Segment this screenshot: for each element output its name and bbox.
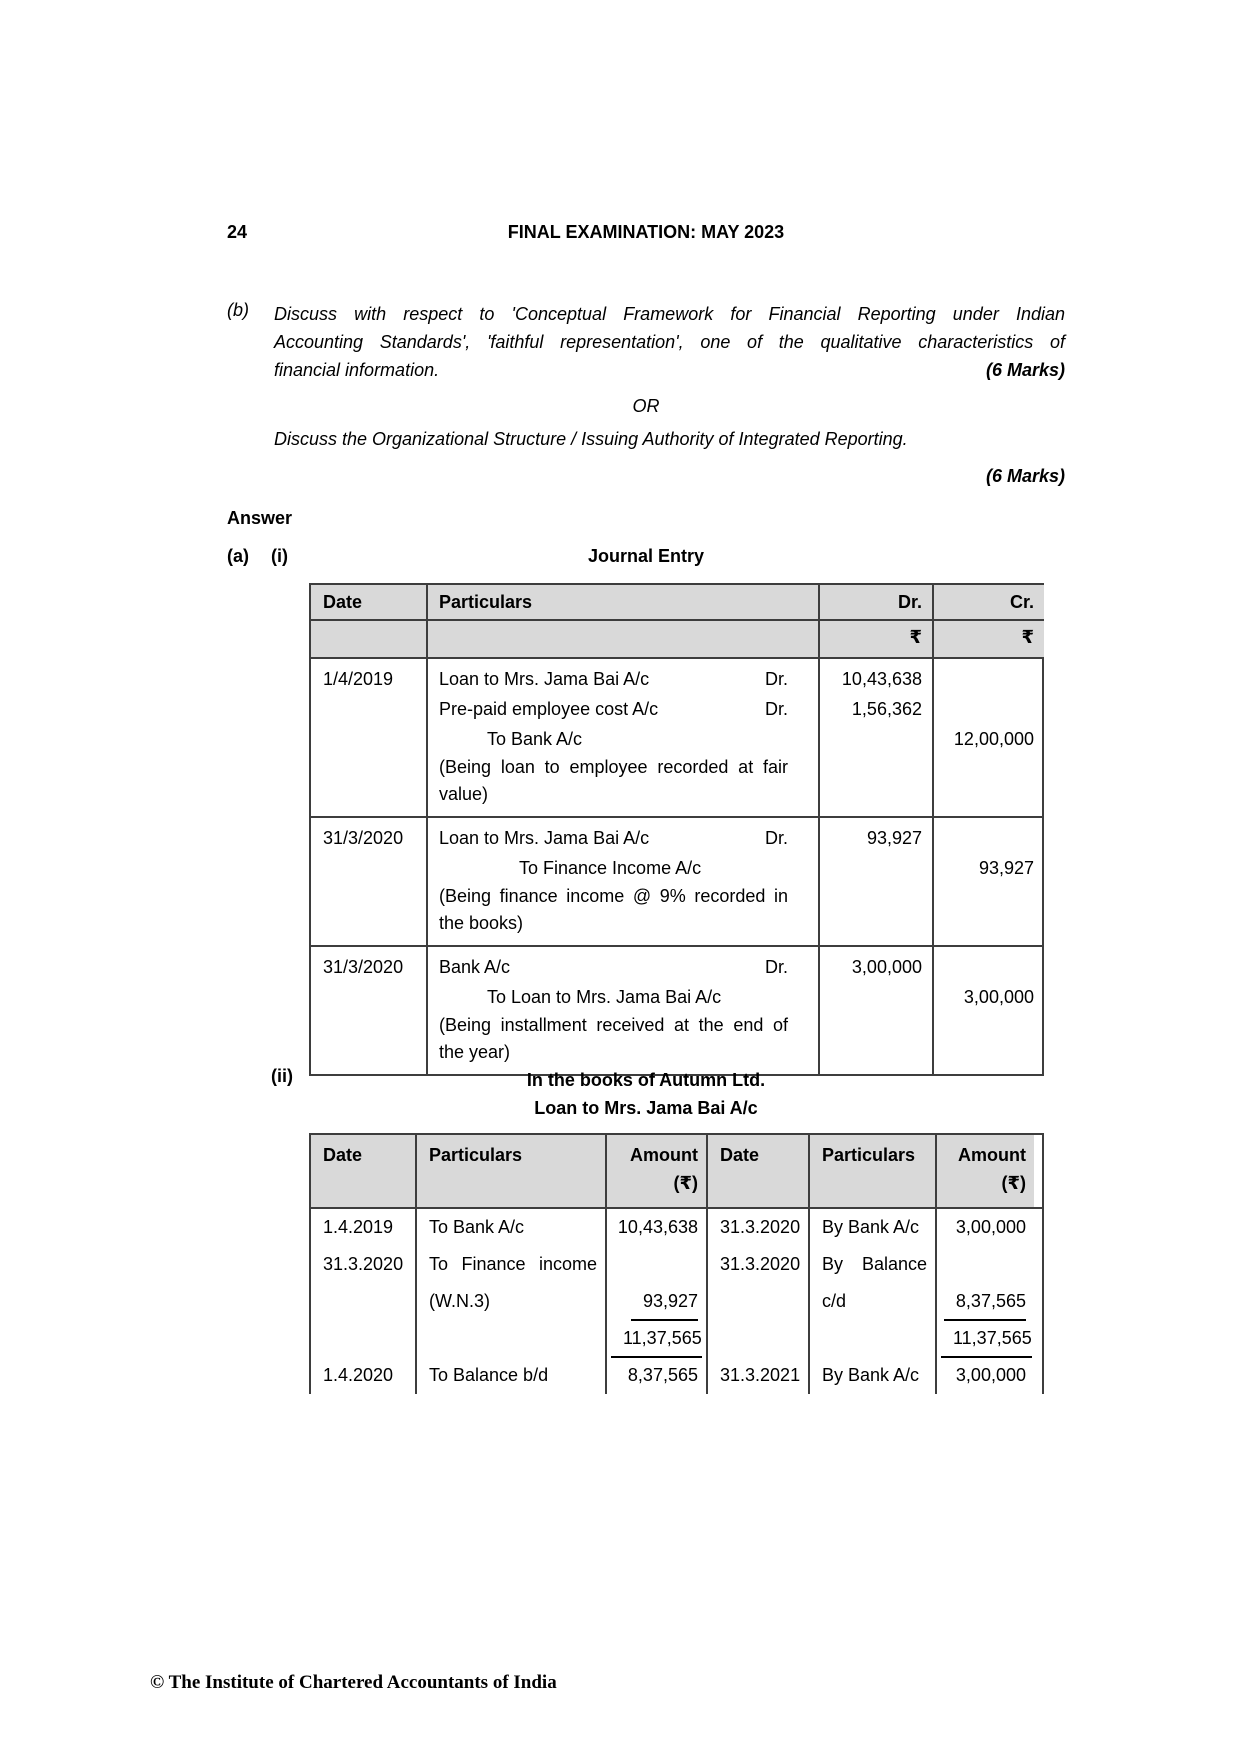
journal-account-name: Loan to Mrs. Jama Bai A/c — [439, 669, 650, 689]
ledger-header-unit: (₹) — [673, 1173, 698, 1193]
ledger-amount-line — [941, 1283, 1026, 1320]
ledger-particulars-cell — [415, 1246, 605, 1320]
ledger-header-row — [311, 1135, 1042, 1209]
journal-date-cell — [311, 947, 426, 1074]
ledger-amount-cell — [605, 1320, 706, 1357]
journal-cr-cell — [932, 947, 1044, 1074]
journal-dr-cell — [818, 818, 932, 945]
ledger-header-label: Particulars — [822, 1145, 916, 1165]
journal-particulars-cell — [426, 947, 818, 1074]
journal-currency-blank — [426, 621, 818, 657]
journal-date-cell — [311, 818, 426, 945]
question-b-label: (b) — [227, 300, 249, 320]
journal-to-line: To Finance Income A/c — [519, 858, 702, 878]
answer-part-a-row — [227, 546, 1065, 570]
journal-cr-cell — [932, 818, 1044, 945]
journal-date-value: 31/3/2020 — [323, 957, 404, 977]
journal-dr-amount — [824, 982, 922, 1012]
journal-row — [311, 816, 1042, 945]
ledger-row — [311, 1246, 1042, 1320]
ledger-headings — [227, 1066, 1065, 1122]
ledger-date-value: 31.3.2020 — [720, 1217, 801, 1237]
ledger-header-unit: (₹) — [1001, 1173, 1026, 1193]
ledger-particulars-cell — [415, 1320, 605, 1357]
ledger-amount-value: 93,927 — [631, 1285, 698, 1321]
journal-entry-table — [309, 583, 1044, 1076]
journal-narration: (Being loan to employee recorded at fair value) — [439, 757, 788, 804]
ledger-amount-line — [941, 1357, 1026, 1394]
ledger-date-cell — [311, 1209, 415, 1246]
journal-dr-amount: 3,00,000 — [851, 957, 922, 977]
journal-dr-amount: 10,43,638 — [841, 669, 922, 689]
ledger-date-cell — [311, 1246, 415, 1320]
ledger-amount-line — [611, 1246, 698, 1283]
journal-narration: (Being finance income @ 9% recorded in the books) — [439, 886, 788, 933]
ledger-date-value: 31.3.2021 — [720, 1365, 801, 1385]
journal-header-particulars: Particulars — [426, 585, 818, 619]
question-alt-text: Discuss the Organizational Structure / Issuing Authority of Integrated Reporting. — [274, 429, 908, 449]
part-ii-label: (ii) — [271, 1066, 293, 1086]
ledger-amount-value: 8,37,565 — [627, 1365, 698, 1385]
journal-account-name: Bank A/c — [439, 957, 511, 977]
journal-header-date: Date — [311, 585, 426, 619]
journal-dr-amount — [824, 724, 922, 754]
ledger-amount-cell — [605, 1246, 706, 1320]
journal-particulars-cell — [426, 818, 818, 945]
journal-dr-cell — [818, 947, 932, 1074]
journal-dr-label: Dr. — [764, 699, 788, 719]
journal-cr-amount: 12,00,000 — [953, 729, 1034, 749]
ledger-row — [311, 1209, 1042, 1246]
journal-to-line: To Loan to Mrs. Jama Bai A/c — [487, 987, 722, 1007]
ledger-amount-line — [941, 1320, 1032, 1357]
journal-currency-blank — [311, 621, 426, 657]
ledger-amount-value: 3,00,000 — [955, 1217, 1026, 1237]
page-header — [227, 222, 1065, 246]
books-heading: In the books of Autumn Ltd. — [526, 1070, 766, 1090]
ledger-header-label: Amount — [958, 1145, 1026, 1165]
journal-dr-label: Dr. — [764, 957, 788, 977]
ledger-particulars-cell — [808, 1320, 935, 1357]
journal-account-name: Loan to Mrs. Jama Bai A/c — [439, 828, 650, 848]
ledger-date-cell — [311, 1320, 415, 1357]
journal-cr-amount — [938, 664, 1034, 694]
ledger-amount-line — [611, 1320, 702, 1357]
journal-date-cell — [311, 659, 426, 816]
ledger-header-label: Date — [323, 1145, 363, 1165]
ledger-date-cell — [706, 1246, 808, 1320]
journal-currency-dr: ₹ — [818, 621, 932, 657]
ledger-header-date — [311, 1135, 415, 1207]
journal-entry-line — [439, 664, 788, 694]
journal-dr-amount: 1,56,362 — [851, 699, 922, 719]
ledger-particulars-value: To Bank A/c — [429, 1217, 525, 1237]
ledger-header-particulars — [808, 1135, 935, 1207]
journal-currency-row — [311, 621, 1042, 657]
ledger-header-amount — [605, 1135, 706, 1207]
ledger-amount-line — [611, 1209, 698, 1246]
account-heading: Loan to Mrs. Jama Bai A/c — [534, 1098, 758, 1118]
journal-to-line: To Bank A/c — [487, 729, 583, 749]
ledger-header-label: Particulars — [429, 1145, 523, 1165]
footer-copyright: © The Institute of Chartered Accountants of India — [150, 1672, 557, 1693]
journal-header-cr: Cr. — [932, 585, 1044, 619]
journal-particulars-cell — [426, 659, 818, 816]
question-b-marks: (6 Marks) — [985, 360, 1065, 380]
ledger-particulars-cell — [808, 1209, 935, 1246]
part-a-label: (a) — [227, 546, 249, 566]
journal-entry-line — [439, 823, 788, 853]
or-separator: OR — [632, 396, 660, 416]
question-b-line-2: Accounting Standards', 'faithful representation', one of the qualitative characteristics of — [274, 332, 1065, 352]
ledger-amount-cell — [935, 1320, 1034, 1357]
ledger-amount-cell — [935, 1209, 1034, 1246]
ledger-amount-cell — [605, 1357, 706, 1394]
ledger-particulars-value: By Balance c/d — [822, 1254, 927, 1311]
ledger-particulars-cell — [808, 1357, 935, 1394]
ledger-amount-value: 11,37,565 — [941, 1322, 1032, 1358]
answer-heading: Answer — [227, 508, 293, 528]
ledger-amount-value: 8,37,565 — [944, 1285, 1026, 1321]
ledger-amount-line — [611, 1283, 698, 1320]
journal-entry-line — [439, 952, 788, 982]
journal-dr-amount — [824, 853, 922, 883]
journal-cr-amount — [938, 694, 1034, 724]
journal-date-value: 1/4/2019 — [323, 669, 394, 689]
ledger-header-date — [706, 1135, 808, 1207]
ledger-particulars-cell — [415, 1209, 605, 1246]
ledger-row — [311, 1357, 1042, 1394]
ledger-date-value: 1.4.2019 — [323, 1217, 394, 1237]
ledger-date-value: 1.4.2020 — [323, 1365, 394, 1385]
ledger-amount-value: 3,00,000 — [955, 1365, 1026, 1385]
ledger-header-label: Amount — [630, 1145, 698, 1165]
journal-narration: (Being installment received at the end of the year) — [439, 1015, 788, 1062]
ledger-header-particulars — [415, 1135, 605, 1207]
ledger-amount-line — [941, 1209, 1026, 1246]
ledger-date-cell — [706, 1320, 808, 1357]
part-i-label: (i) — [271, 546, 288, 566]
journal-entry-line — [439, 694, 788, 724]
journal-cr-amount: 93,927 — [978, 858, 1034, 878]
journal-dr-label: Dr. — [764, 669, 788, 689]
page-title: FINAL EXAMINATION: MAY 2023 — [507, 222, 785, 242]
ledger-date-value — [720, 1320, 804, 1357]
journal-account-name: Pre-paid employee cost A/c — [439, 699, 659, 719]
journal-entry-title: Journal Entry — [587, 546, 705, 566]
question-b-line-1: Discuss with respect to 'Conceptual Framework for Financial Reporting under Indian — [274, 304, 1065, 324]
ledger-amount-value: 10,43,638 — [617, 1217, 698, 1237]
ledger-date-value: 31.3.2020 — [323, 1254, 404, 1274]
question-alt-marks: (6 Marks) — [985, 466, 1065, 486]
ledger-date-value: 31.3.2020 — [720, 1254, 801, 1274]
question-b-line-3: financial information. — [274, 360, 440, 380]
ledger-amount-cell — [935, 1246, 1034, 1320]
journal-currency-cr: ₹ — [932, 621, 1044, 657]
ledger-amount-cell — [935, 1357, 1034, 1394]
journal-row — [311, 657, 1042, 816]
journal-cr-amount — [938, 952, 1034, 982]
journal-dr-amount: 93,927 — [866, 828, 922, 848]
ledger-amount-line — [611, 1357, 698, 1394]
journal-cr-amount: 3,00,000 — [963, 987, 1034, 1007]
ledger-header-label: Date — [720, 1145, 760, 1165]
ledger-particulars-value: By Bank A/c — [822, 1365, 920, 1385]
journal-cr-amount — [938, 823, 1034, 853]
ledger-particulars-cell — [808, 1246, 935, 1320]
journal-dr-label: Dr. — [764, 828, 788, 848]
ledger-date-value — [323, 1320, 411, 1357]
journal-header-dr: Dr. — [818, 585, 932, 619]
ledger-account-table — [309, 1133, 1044, 1394]
journal-row — [311, 945, 1042, 1074]
answer-part-ii-row — [227, 1066, 1065, 1122]
ledger-date-cell — [706, 1209, 808, 1246]
ledger-particulars-value: To Balance b/d — [429, 1365, 549, 1385]
ledger-particulars-value: To Finance income (W.N.3) — [429, 1254, 597, 1311]
content-area — [227, 0, 1065, 1754]
journal-header-row — [311, 585, 1042, 621]
journal-cr-cell — [932, 659, 1044, 816]
journal-date-value: 31/3/2020 — [323, 828, 404, 848]
ledger-amount-cell — [605, 1209, 706, 1246]
page-number: 24 — [227, 222, 248, 242]
ledger-particulars-cell — [415, 1357, 605, 1394]
ledger-particulars-value: By Bank A/c — [822, 1217, 920, 1237]
ledger-header-amount — [935, 1135, 1034, 1207]
ledger-amount-value: 11,37,565 — [611, 1322, 702, 1358]
question-b-text — [274, 300, 1065, 384]
ledger-amount-line — [941, 1246, 1026, 1283]
ledger-date-cell — [311, 1357, 415, 1394]
ledger-date-cell — [706, 1357, 808, 1394]
ledger-row — [311, 1320, 1042, 1357]
journal-dr-cell — [818, 659, 932, 816]
